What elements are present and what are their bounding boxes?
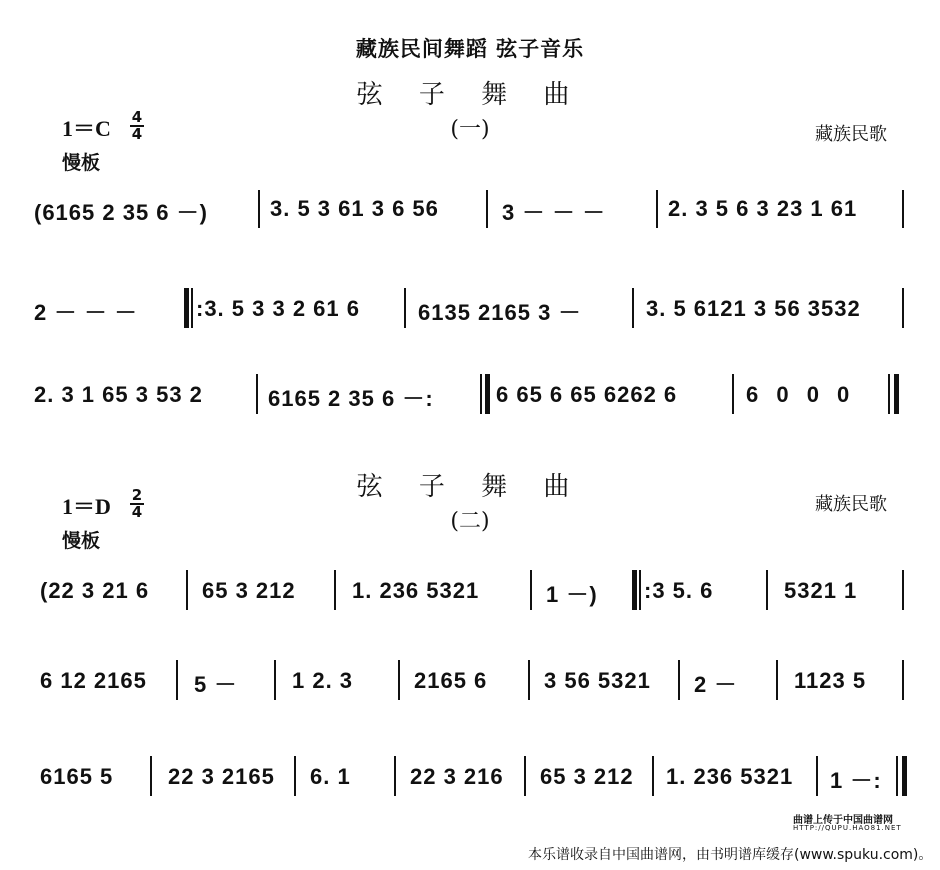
- p1-l3-m3: 6 65 6 65 6262 6: [496, 382, 678, 407]
- p2-l1-m6: 5321 1: [784, 578, 858, 603]
- p2-l2-m3: 1 2. 3: [292, 668, 354, 693]
- watermark-url: HTTP://QUPU.HAO81.NET: [793, 824, 902, 832]
- repeat-start-barline: [632, 570, 637, 610]
- piece2-key-signature: 1＝D: [62, 494, 111, 519]
- final-barline-thick: [902, 756, 907, 796]
- p2-l3-m6: 1. 236 5321: [666, 764, 794, 789]
- barline: [394, 756, 396, 796]
- p1-l3-m2: 6165 2 35 6 －:: [268, 386, 434, 411]
- barline: [678, 660, 680, 700]
- p2-l3-m2: 22 3 2165: [168, 764, 275, 789]
- barline: [274, 660, 276, 700]
- p1-l1-m3: 3 － － －: [502, 200, 606, 225]
- p1-l2-m2: :3. 5 3 3 2 61 6: [196, 296, 360, 321]
- barline: [656, 190, 658, 228]
- piece2-time-signature: [130, 486, 144, 521]
- p2-l2-m6: 2 －: [694, 672, 738, 697]
- footer-note: 本乐谱收录自中国曲谱网，由书明谱库缓存(www.spuku.com)。: [528, 847, 933, 863]
- barline: [732, 374, 734, 414]
- p1-l3-m1: 2. 3 1 65 3 53 2: [34, 382, 203, 407]
- piece1-title: 弦 子 舞 曲: [356, 80, 584, 110]
- barline: [652, 756, 654, 796]
- barline: [294, 756, 296, 796]
- barline: [530, 570, 532, 610]
- barline: [150, 756, 152, 796]
- p2-l1-m4: 1 －): [546, 582, 598, 607]
- piece2-meter-top: 2: [131, 486, 143, 504]
- piece1-meter-bottom: 4: [131, 125, 143, 143]
- barline: [524, 756, 526, 796]
- repeat-start-barline: [184, 288, 189, 328]
- p2-l3-m4: 22 3 216: [410, 764, 504, 789]
- repeat-start-thin: [191, 288, 193, 328]
- barline: [902, 190, 904, 228]
- piece2-title: 弦 子 舞 曲: [356, 472, 584, 502]
- piece2-meter-bottom: 4: [131, 503, 143, 521]
- final-barline-thin: [888, 374, 890, 414]
- barline: [404, 288, 406, 328]
- p1-l2-m1: 2 － － －: [34, 300, 138, 325]
- p1-l1-m4: 2. 3 5 6 3 23 1 61: [668, 196, 858, 221]
- p1-l3-m4: 6 0 0 0: [746, 382, 851, 407]
- p2-l2-m1: 6 12 2165: [40, 668, 147, 693]
- piece1-key-signature: 1＝C: [62, 116, 111, 141]
- piece2-part-number: (二): [450, 509, 490, 534]
- p2-l2-m4: 2165 6: [414, 668, 488, 693]
- piece1-source: 藏族民歌: [815, 124, 887, 145]
- p2-l3-m7: 1 －:: [830, 768, 882, 793]
- barline: [258, 190, 260, 228]
- barline: [398, 660, 400, 700]
- p2-l2-m7: 1123 5: [794, 668, 867, 693]
- p2-l2-m5: 3 56 5321: [544, 668, 651, 693]
- p2-l1-m2: 65 3 212: [202, 578, 296, 603]
- barline: [334, 570, 336, 610]
- p2-l1-m3: 1. 236 5321: [352, 578, 480, 603]
- repeat-start-thin: [639, 570, 641, 610]
- watermark-text: 曲谱上传于中国曲谱网: [793, 815, 893, 826]
- barline: [902, 660, 904, 700]
- p2-l2-m2: 5 －: [194, 672, 238, 697]
- barline: [902, 288, 904, 328]
- piece2-source: 藏族民歌: [815, 494, 887, 515]
- p1-l2-m4: 3. 5 6121 3 56 3532: [646, 296, 861, 321]
- piece2-tempo: 慢板: [62, 530, 101, 552]
- barline: [528, 660, 530, 700]
- p2-l1-m1: (22 3 21 6: [40, 578, 150, 603]
- p2-l3-m5: 65 3 212: [540, 764, 634, 789]
- piece1-time-signature: [130, 108, 144, 143]
- barline: [902, 570, 904, 610]
- barline: [632, 288, 634, 328]
- barline: [776, 660, 778, 700]
- repeat-end-thin: [480, 374, 482, 414]
- final-barline-thin: [896, 756, 898, 796]
- p2-l3-m1: 6165 5: [40, 764, 114, 789]
- p2-l3-m3: 6. 1: [310, 764, 351, 789]
- collection-title: 藏族民间舞蹈 弦子音乐: [355, 37, 585, 61]
- barline: [486, 190, 488, 228]
- barline: [766, 570, 768, 610]
- repeat-end-barline: [485, 374, 490, 414]
- final-barline-thick: [894, 374, 899, 414]
- barline: [176, 660, 178, 700]
- barline: [186, 570, 188, 610]
- piece1-tempo: 慢板: [62, 152, 101, 174]
- piece1-part-number: (一): [450, 117, 490, 142]
- p1-l1-m1: (6165 2 35 6 －): [34, 200, 208, 225]
- piece1-meter-top: 4: [131, 108, 143, 126]
- p1-l1-m2: 3. 5 3 61 3 6 56: [270, 196, 439, 221]
- p1-l2-m3: 6135 2165 3 －: [418, 300, 582, 325]
- p2-l1-m5: :3 5. 6: [644, 578, 714, 603]
- barline: [816, 756, 818, 796]
- barline: [256, 374, 258, 414]
